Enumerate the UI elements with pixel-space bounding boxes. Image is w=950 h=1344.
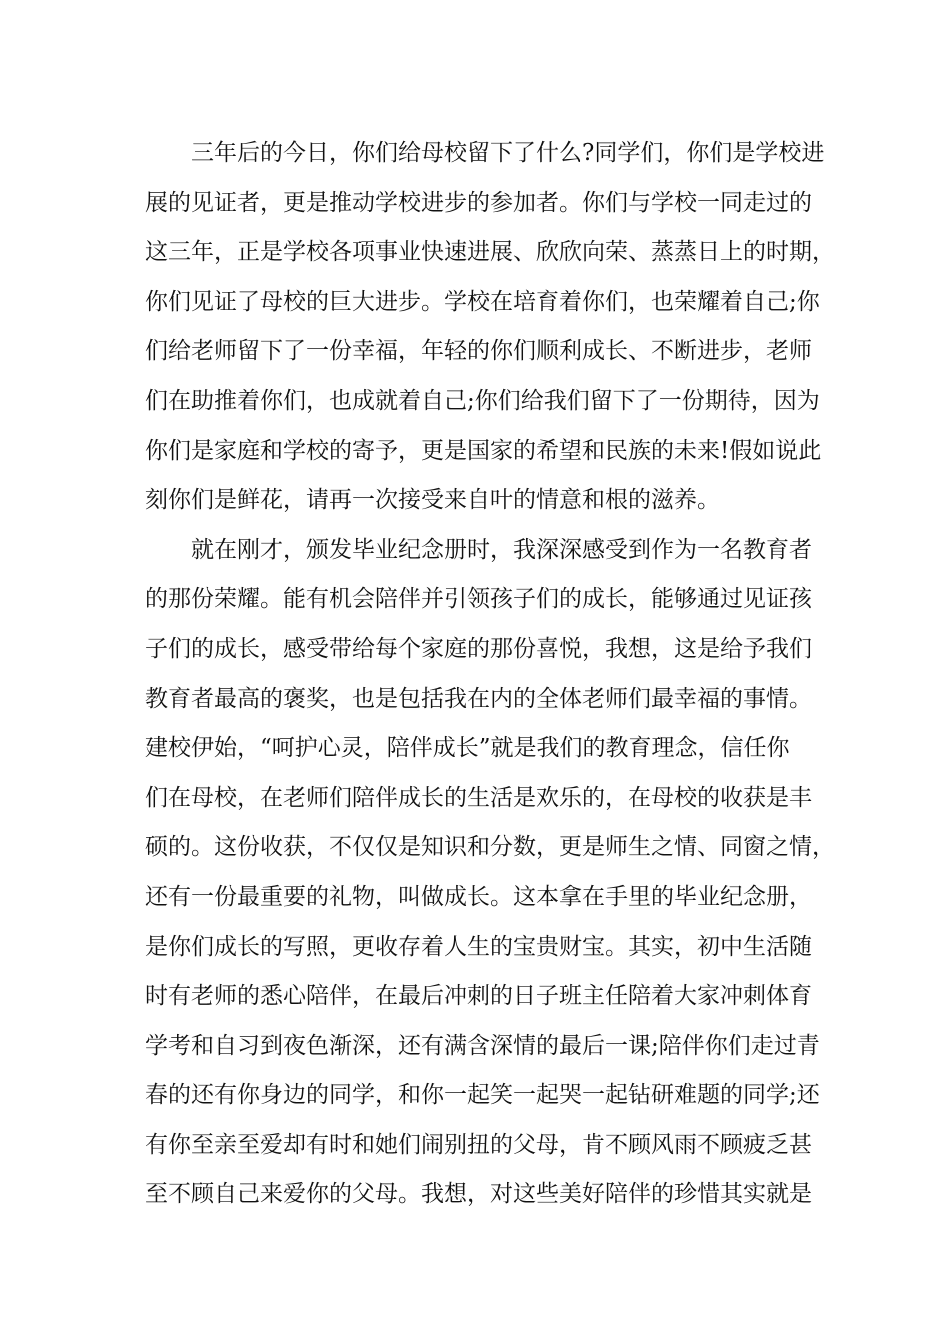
paragraph-1-line-5: 们给老师留下了一份幸福，年轻的你们顺利成长、不断进步，老师	[145, 338, 812, 365]
paragraph-2-line-6: 们在母校，在老师们陪伴成长的生活是欢乐的，在母校的收获是丰	[145, 784, 812, 811]
paragraph-2-line-4: 教育者最高的褒奖，也是包括我在内的全体老师们最幸福的事情。	[145, 685, 812, 712]
paragraph-2-line-2: 的那份荣耀。能有机会陪伴并引领孩子们的成长，能够通过见证孩	[145, 586, 812, 613]
paragraph-2-line-7: 硕的。这份收获，不仅仅是知识和分数，更是师生之情、同窗之情，	[145, 834, 835, 861]
paragraph-1-line-2: 展的见证者，更是推动学校进步的参加者。你们与学校一同走过的	[145, 189, 812, 216]
paragraph-1-line-3: 这三年，正是学校各项事业快速进展、欣欣向荣、蒸蒸日上的时期，	[145, 239, 835, 266]
paragraph-1-line-6: 们在助推着你们，也成就着自己;你们给我们留下了一份期待，因为	[145, 387, 820, 414]
paragraph-1-line-8: 刻你们是鲜花，请再一次接受来自叶的情意和根的滋养。	[145, 487, 720, 514]
paragraph-2-line-12: 春的还有你身边的同学，和你一起笑一起哭一起钻研难题的同学;还	[145, 1082, 820, 1109]
paragraph-1-line-4: 你们见证了母校的巨大进步。学校在培育着你们，也荣耀着自己;你	[145, 288, 820, 315]
paragraph-2-line-1: 就在刚才，颁发毕业纪念册时，我深深感受到作为一名教育者	[191, 536, 812, 563]
paragraph-2-line-14: 至不顾自己来爱你的父母。我想，对这些美好陪伴的珍惜其实就是	[145, 1181, 812, 1208]
paragraph-2-line-3: 子们的成长，感受带给每个家庭的那份喜悦，我想，这是给予我们	[145, 635, 812, 662]
document-body	[145, 133, 835, 1224]
paragraph-2-line-10: 时有老师的悉心陪伴，在最后冲刺的日子班主任陪着大家冲刺体育	[145, 983, 812, 1010]
paragraph-1-line-1: 三年后的今日，你们给母校留下了什么?同学们，你们是学校进	[191, 140, 825, 166]
paragraph-1-line-7: 你们是家庭和学校的寄予，更是国家的希望和民族的未来!假如说此	[145, 437, 822, 464]
paragraph-2-line-9: 是你们成长的写照，更收存着人生的宝贵财宝。其实，初中生活随	[145, 933, 812, 960]
paragraph-2-line-11: 学考和自习到夜色渐深，还有满含深情的最后一课;陪伴你们走过青	[145, 1032, 820, 1059]
paragraph-2-line-13: 有你至亲至爱却有时和她们闹别扭的父母，肯不顾风雨不顾疲乏甚	[145, 1131, 812, 1158]
paragraph-2-line-8: 还有一份最重要的礼物，叫做成长。这本拿在手里的毕业纪念册，	[145, 883, 812, 910]
paragraph-2-line-5: 建校伊始，“呵护心灵，陪伴成长”就是我们的教育理念，信任你	[145, 735, 790, 762]
